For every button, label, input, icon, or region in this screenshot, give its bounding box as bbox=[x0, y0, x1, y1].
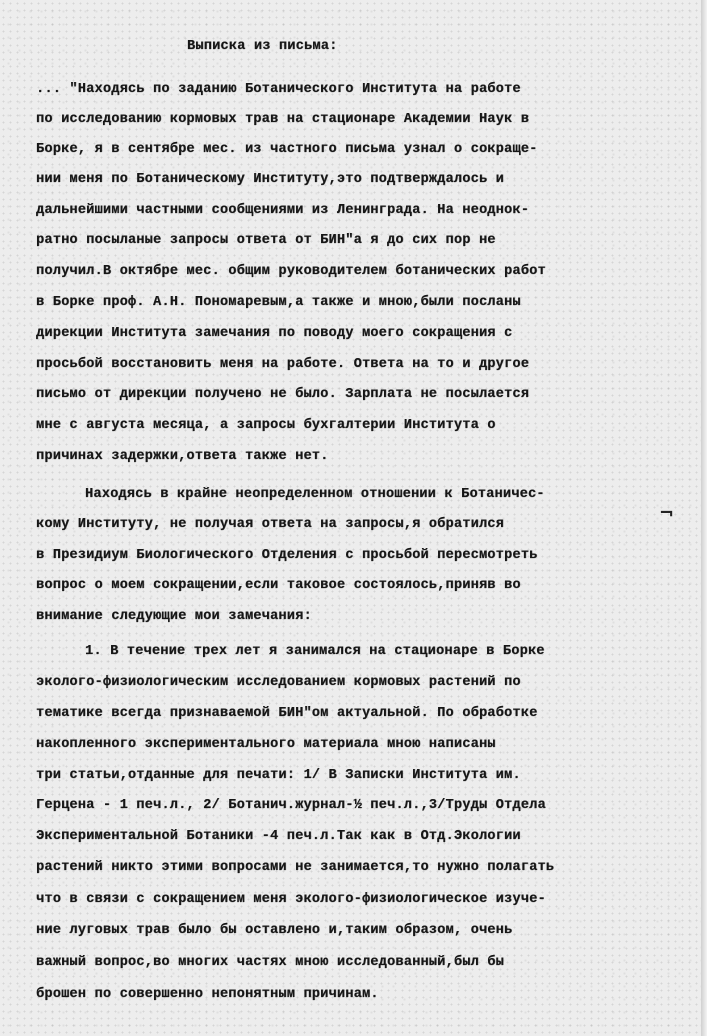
text-line-29: важный вопрос,во многих частях мною исследованный,был бы bbox=[36, 955, 505, 970]
text-line-24: Герцена - 1 печ.л., 2/ Ботанич.журнал-½ печ.л.,3/Труды Отдела bbox=[36, 798, 546, 813]
text-line-26: растений никто этими вопросами не занимается,то нужно полагать bbox=[36, 860, 555, 875]
text-line-27: что в связи с сокращением меня эколого-физиологическое изуче- bbox=[36, 892, 546, 907]
margin-pen-mark: ¬ bbox=[659, 503, 675, 524]
text-line-17: вопрос о моем сокращении,если таковое состоялось,приняв во bbox=[36, 578, 521, 593]
text-line-9: дирекции Института замечания по поводу моего сокращения с bbox=[36, 326, 513, 341]
text-line-12: мне с августа месяца, а запросы бухгалтерии Института о bbox=[36, 418, 496, 433]
text-line-22: накопленного экспериментального материала мною написаны bbox=[36, 737, 496, 752]
text-line-21: тематике всегда признаваемой БИН"ом актуальной. По обработке bbox=[36, 706, 538, 721]
text-line-19: 1. В течение трех лет я занимался на стационаре в Борке bbox=[85, 644, 545, 659]
text-line-28: ние луговых трав было бы оставлено и,таким образом, очень bbox=[36, 923, 513, 938]
text-line-18: внимание следующие мои замечания: bbox=[36, 609, 312, 624]
text-line-4: нии меня по Ботаническому Институту,это подтверждалось и bbox=[36, 172, 505, 187]
text-line-16: в Президиум Биологического Отделения с просьбой пересмотреть bbox=[36, 548, 538, 563]
text-line-13: причинах задержки,ответа также нет. bbox=[36, 449, 329, 464]
text-line-5: дальнейшими частными сообщениями из Ленинграда. На неоднок- bbox=[36, 203, 530, 218]
text-line-20: эколого-физиологическим исследованием кормовых растений по bbox=[36, 675, 521, 690]
text-line-2: по исследованию кормовых трав на стационаре Академии Наук в bbox=[36, 112, 530, 127]
text-line-14: Находясь в крайне неопределенном отношении к Ботаничес- bbox=[85, 487, 545, 502]
text-line-11: письмо от дирекции получено не было. Зарплата не посылается bbox=[36, 387, 530, 402]
text-line-23: три статьи,отданные для печати: 1/ В Записки Института им. bbox=[36, 768, 521, 783]
text-line-3: Борке, я в сентябре мес. из частного письма узнал о сокраще- bbox=[36, 142, 538, 157]
text-line-6: ратно посыланые запросы ответа от БИН"а я до сих пор не bbox=[36, 233, 496, 248]
text-line-25: Экспериментальной Ботаники -4 печ.л.Так как в Отд.Экологии bbox=[36, 829, 521, 844]
text-line-8: в Борке проф. А.Н. Пономаревым,а также и мною,были посланы bbox=[36, 295, 521, 310]
text-line-30: брошен по совершенно непонятным причинам. bbox=[36, 987, 379, 1002]
text-line-15: кому Институту, не получая ответа на запросы,я обратился bbox=[36, 517, 505, 532]
document-title: Выписка из письма: bbox=[187, 39, 338, 54]
text-line-7: получил.В октябре мес. общим руководителем ботанических работ bbox=[36, 264, 546, 279]
text-line-1: ... "Находясь по заданию Ботанического Института на работе bbox=[36, 82, 521, 97]
text-line-10: просьбой восстановить меня на работе. Ответа на то и другое bbox=[36, 357, 530, 372]
